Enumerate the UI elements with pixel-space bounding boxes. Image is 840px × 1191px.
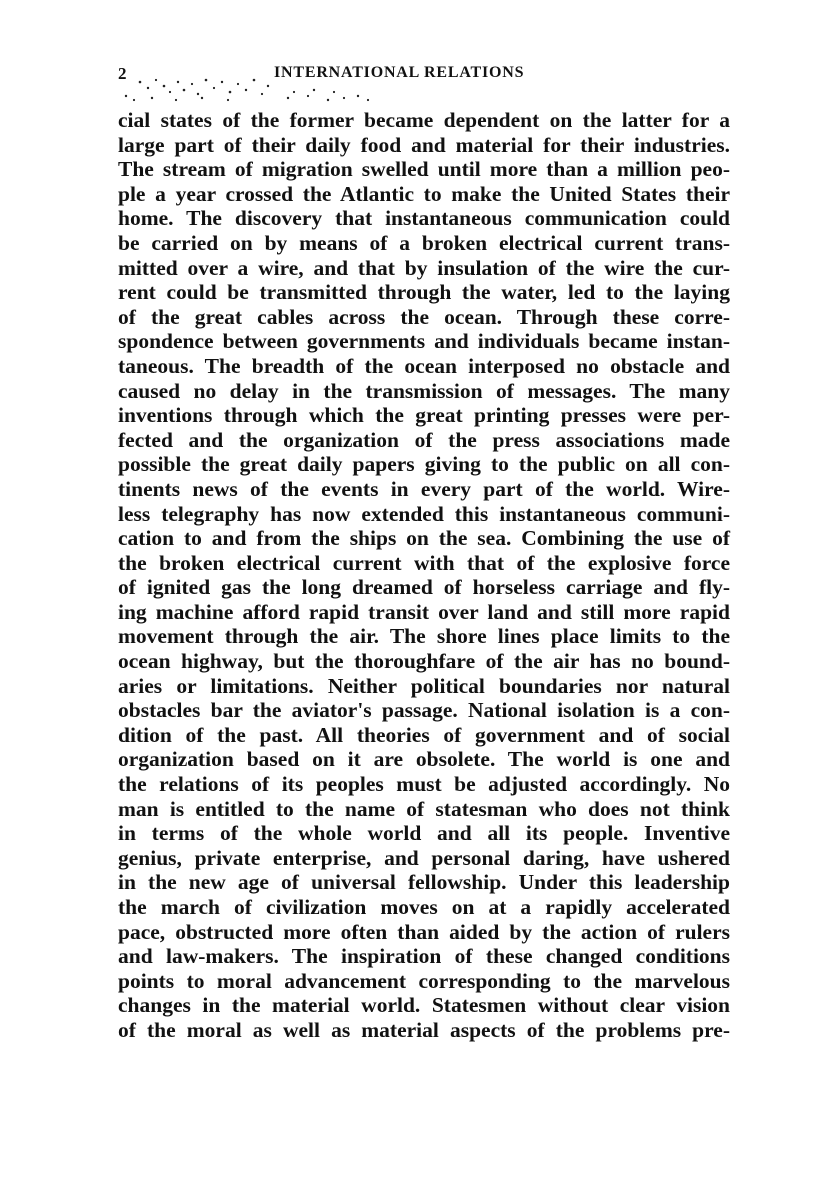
text-line: dition of the past. All theories of government and of social (118, 722, 730, 747)
text-line: the broken electrical current with that of the explosive force (118, 550, 730, 575)
text-line: in the new age of universal fellowship. Under this leadership (118, 870, 730, 895)
text-line: caused no delay in the transmission of messages. The many (118, 378, 730, 403)
text-line: and law-makers. The inspiration of these changed conditions (118, 944, 730, 969)
text-line: organization based on it are obsolete. The world is one and (118, 747, 730, 772)
text-line: the march of civilization moves on at a rapidly accelerated (118, 895, 730, 919)
text-line: man is entitled to the name of statesman who does not think (118, 796, 730, 821)
text-line: taneous. The breadth of the ocean interposed no obstacle and (118, 353, 730, 378)
text-line: possible the great daily papers giving to the public on all con- (118, 452, 730, 477)
text-line: of ignited gas the long dreamed of horseless carriage and fly- (118, 575, 730, 600)
text-line: large part of their daily food and material for their industries. (118, 132, 730, 157)
text-line: pace, obstructed more often than aided by the action of rulers (118, 919, 730, 944)
page-number: 2 (118, 64, 128, 83)
text-line: in terms of the whole world and all its people. Inventive (118, 821, 730, 846)
text-line: the relations of its peoples must be adjusted accordingly. No (118, 772, 730, 797)
text-line: changes in the material world. Statesmen without clear vision (118, 993, 730, 1018)
text-line: ple a year crossed the Atlantic to make the United States their (118, 181, 730, 206)
text-line: spondence between governments and individuals became instan- (118, 329, 730, 354)
text-line: tinents news of the events in every part of the world. Wire- (118, 476, 730, 501)
text-line: of the great cables across the ocean. Through these corre- (118, 304, 730, 329)
text-line: fected and the organization of the press associations made (118, 427, 730, 452)
text-line: less telegraphy has now extended this instantaneous communi- (118, 501, 730, 526)
running-title: INTERNATIONAL RELATIONS (274, 64, 525, 81)
text-line: cial states of the former became dependent on the latter for a (118, 108, 730, 132)
text-line: of the moral as well as material aspects of the problems pre- (118, 1017, 730, 1042)
text-line: home. The discovery that instantaneous communication could (118, 206, 730, 231)
text-line: rent could be transmitted through the water, led to the laying (118, 280, 730, 305)
text-line: ing machine afford rapid transit over land and still more rapid (118, 599, 730, 624)
text-line: be carried on by means of a broken electrical current trans- (118, 230, 730, 255)
text-line: The stream of migration swelled until more than a million peo- (118, 157, 730, 182)
text-line: ocean highway, but the thoroughfare of the air has no bound- (118, 649, 730, 674)
body-paragraph (118, 108, 730, 1043)
text-line: movement through the air. The shore lines place limits to the (118, 624, 730, 649)
text-line: inventions through which the great printing presses were per- (118, 403, 730, 428)
running-head (118, 60, 730, 108)
page (118, 60, 730, 1043)
text-line: points to moral advancement corresponding to the marvelous (118, 968, 730, 993)
text-line: aries or limitations. Neither political boundaries nor natural (118, 673, 730, 698)
text-line: obstacles bar the aviator's passage. National isolation is a con- (118, 698, 730, 723)
text-line: cation to and from the ships on the sea. Combining the use of (118, 526, 730, 551)
text-line: mitted over a wire, and that by insulation of the wire the cur- (118, 255, 730, 280)
text-line: genius, private enterprise, and personal daring, have ushered (118, 845, 730, 870)
